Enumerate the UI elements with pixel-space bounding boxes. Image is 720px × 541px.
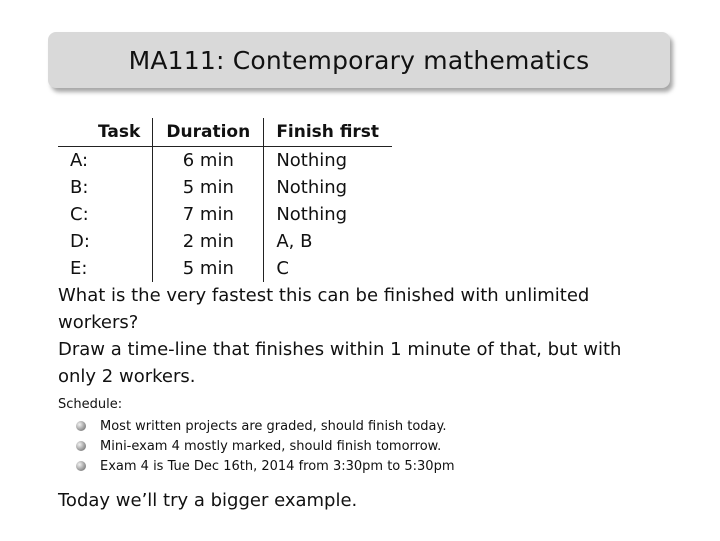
task-cell: C:: [70, 204, 89, 225]
closing-text: Today we’ll try a bigger example.: [58, 490, 358, 511]
prereq-cell: A, B: [264, 228, 393, 255]
task-cell: E:: [70, 258, 88, 279]
title-banner: [48, 32, 670, 88]
question-line: Draw a time-line that finishes within 1 minute of that, but with: [58, 339, 622, 360]
schedule-list: [76, 416, 455, 476]
table-row: [58, 255, 392, 282]
header-task: Task: [58, 118, 153, 147]
ball-bullet-icon: [76, 461, 86, 471]
table-row: [58, 228, 392, 255]
duration-cell: 5 min: [153, 174, 264, 201]
table-header-row: [58, 118, 392, 147]
task-cell: D:: [70, 231, 90, 252]
list-item: [76, 416, 455, 436]
question-text: [58, 282, 658, 390]
prereq-cell: Nothing: [264, 174, 393, 201]
table-row: [58, 174, 392, 201]
duration-cell: 5 min: [153, 255, 264, 282]
list-item: [76, 456, 455, 476]
task-table: [58, 118, 392, 282]
question-line: workers?: [58, 312, 139, 333]
schedule-label: Schedule:: [58, 397, 123, 412]
ball-bullet-icon: [76, 441, 86, 451]
duration-cell: 6 min: [153, 147, 264, 175]
task-cell: B:: [70, 177, 89, 198]
ball-bullet-icon: [76, 421, 86, 431]
header-finish-first: Finish first: [264, 118, 393, 147]
prereq-cell: Nothing: [264, 147, 393, 175]
task-cell: A:: [70, 150, 89, 171]
list-item: [76, 436, 455, 456]
duration-cell: 2 min: [153, 228, 264, 255]
page-title: MA111: Contemporary mathematics: [128, 45, 590, 75]
question-line: What is the very fastest this can be finished with unlimited: [58, 285, 590, 306]
table-row: [58, 147, 392, 175]
table-row: [58, 201, 392, 228]
prereq-cell: Nothing: [264, 201, 393, 228]
schedule-item-text: Mini-exam 4 mostly marked, should finish tomorrow.: [100, 438, 442, 454]
question-line: only 2 workers.: [58, 366, 196, 387]
schedule-item-text: Most written projects are graded, should finish today.: [100, 418, 447, 434]
prereq-cell: C: [264, 255, 393, 282]
duration-cell: 7 min: [153, 201, 264, 228]
header-duration: Duration: [153, 118, 264, 147]
schedule-item-text: Exam 4 is Tue Dec 16th, 2014 from 3:30pm to 5:30pm: [100, 458, 455, 474]
